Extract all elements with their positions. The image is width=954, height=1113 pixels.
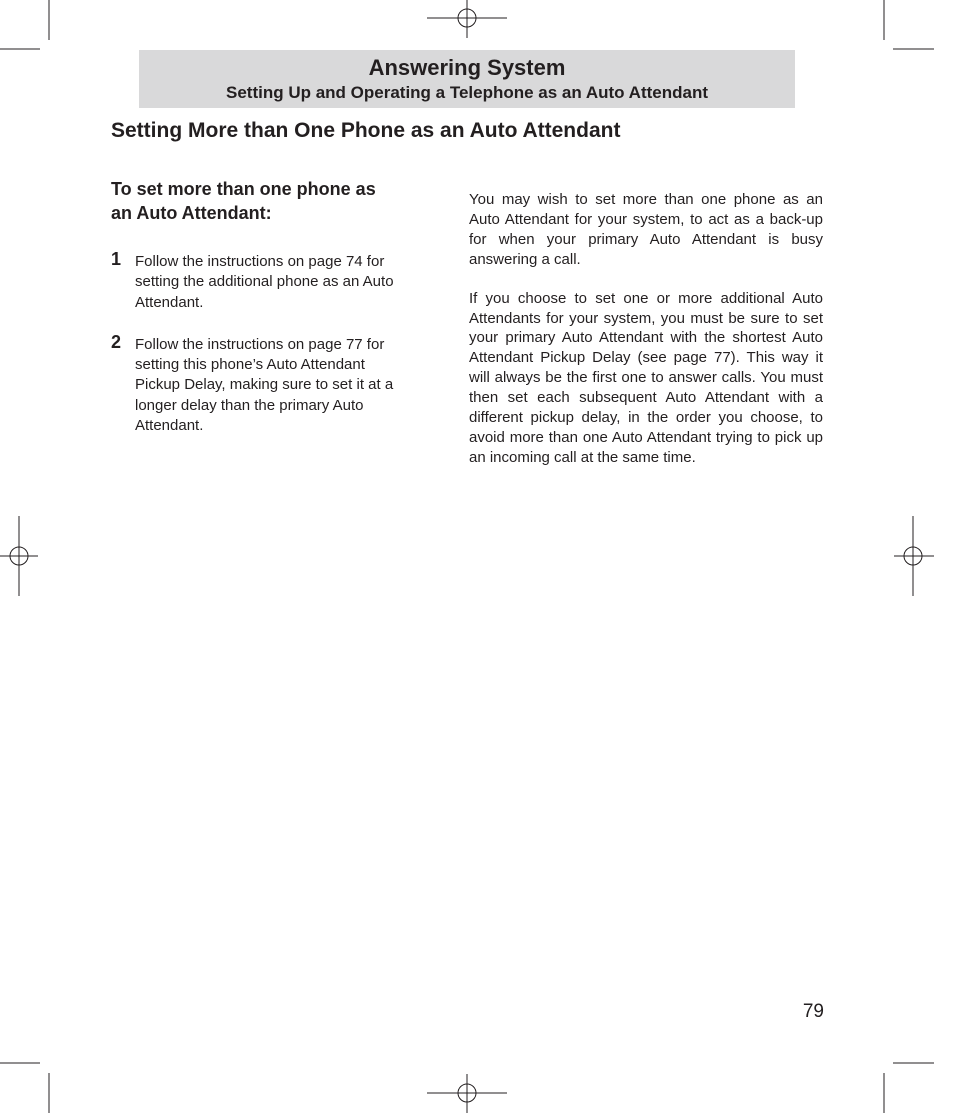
chapter-header-band	[139, 50, 795, 108]
step-number: 2	[111, 331, 122, 352]
chapter-subtitle: Setting Up and Operating a Telephone as an Auto Attendant	[225, 83, 708, 102]
explanation-paragraph: You may wish to set more than one phone as an Auto Attendant for your system, to act as a back-up for when your primary Auto Attendant is busy answering a call.	[469, 191, 823, 268]
step-text: Follow the instructions on page 77 for setting this phone’s Auto Attendant Pickup Delay, making sure to set it at a longer delay than the primary Auto Attendant.	[135, 335, 394, 435]
step-item	[111, 249, 401, 313]
explanation-paragraph: If you choose to set one or more additional Auto Attendants for your system, you must be sure to set your primary Auto Attendant with the shortest Auto Attendant Pickup Delay (see page 77). This way it will always be the first one to answer calls. You must then set each subsequent Auto Attendant with a different pickup delay, in the order you choose, to avoid more than one Auto Attendant trying to pick up an incoming call at the same time.	[469, 289, 823, 466]
registration-mark-bottom	[427, 1074, 507, 1113]
chapter-title: Answering System	[368, 55, 566, 80]
section-heading: Setting More than One Phone as an Auto Attendant	[111, 119, 621, 142]
instructions-column	[111, 177, 401, 436]
page-number: 79	[802, 1001, 824, 1022]
explanation-column	[469, 190, 823, 468]
registration-mark-top	[427, 0, 507, 38]
registration-mark-right	[894, 516, 934, 596]
step-item	[111, 331, 401, 436]
step-number: 1	[111, 249, 122, 269]
instructions-heading: To set more than one phone as an Auto Attendant:	[111, 179, 376, 223]
registration-mark-left	[0, 516, 38, 596]
step-text: Follow the instructions on page 74 for setting the additional phone as an Auto Attendant.	[135, 253, 394, 311]
